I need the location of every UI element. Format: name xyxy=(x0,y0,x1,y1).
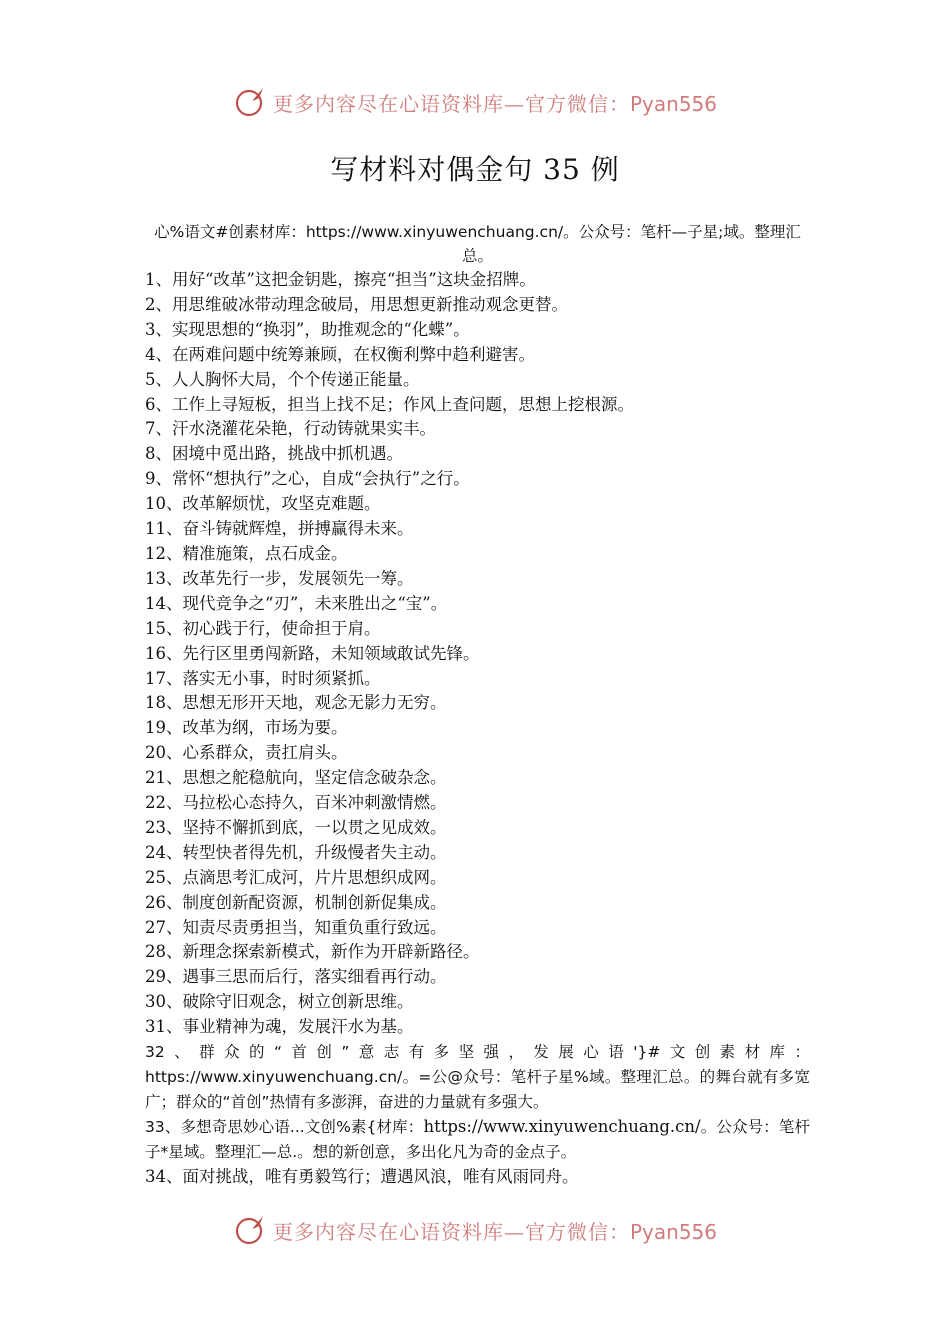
page-title: 写材料对偶金句 35 例 xyxy=(330,153,620,186)
list-item: 3、实现思想的“换羽”，助推观念的“化蝶”。 xyxy=(145,319,470,339)
banner-text: 更多内容尽在心语资料库—官方微信：Pyan556 xyxy=(272,1219,717,1244)
list-item: 26、制度创新配资源，机制创新促集成。 xyxy=(145,892,447,912)
list-item: 19、改革为纲，市场为要。 xyxy=(145,718,348,738)
list-item: 13、改革先行一步，发展领先一筹。 xyxy=(145,568,414,588)
list-item: 20、心系群众，责扛肩头。 xyxy=(145,743,348,763)
list-item: 28、新理念探索新模式，新作为开辟新路径。 xyxy=(145,942,480,962)
list-item: 11、奋斗铸就辉煌，拼搏赢得未来。 xyxy=(145,519,414,539)
list-item: 2、用思维破冰带动理念破局，用思想更新推动观念更替。 xyxy=(145,294,568,314)
list-item: 21、思想之舵稳航向，坚定信念破杂念。 xyxy=(145,768,447,788)
list-item: 29、遇事三思而后行，落实细看再行动。 xyxy=(145,967,447,987)
list-item-33: 33、多想奇思妙心语...文创%素{材库：https://www.xinyuwenchuang.cn/。公众号：笔杆子*星域。整理汇—总.。想的新创意，多出化凡为奇的金点子。 xyxy=(145,1116,810,1161)
list-item: 27、知责尽责勇担当，知重负重行致远。 xyxy=(145,917,447,937)
list-item: 7、汗水浇灌花朵艳，行动铸就果实丰。 xyxy=(145,419,436,439)
list-item-32: 32、群众的“首创”意志有多坚强，发展心语'}#文创素材库：https://www.xinyuwenchuang.cn/。=公@众号：笔杆子星%域。整理汇总。的舞台就有多宽广；群众的“首创”热情有多澎湃，奋进的力量就有多强大。 xyxy=(145,1043,810,1111)
list-item: 6、工作上寻短板，担当上找不足；作风上查问题，思想上挖根源。 xyxy=(145,394,634,414)
list-item: 1、用好“改革”这把金钥匙，擦亮“担当”这块金招牌。 xyxy=(145,270,536,289)
footer-banner xyxy=(0,1210,950,1250)
quill-logo-icon xyxy=(233,1212,269,1248)
banner-text: 更多内容尽在心语资料库—官方微信：Pyan556 xyxy=(272,91,717,116)
quill-logo-icon xyxy=(233,84,269,120)
list-item: 17、落实无小事，时时须紧抓。 xyxy=(145,668,381,688)
list-item: 30、破除守旧观念，树立创新思维。 xyxy=(145,992,414,1012)
list-item: 12、精准施策，点石成金。 xyxy=(145,543,348,563)
list-item: 16、先行区里勇闯新路，未知领域敢试先锋。 xyxy=(145,643,480,663)
list-item: 25、点滴思考汇成河，片片思想织成网。 xyxy=(145,867,447,887)
list-item: 18、思想无形开天地，观念无影力无穷。 xyxy=(145,693,447,713)
list-item: 31、事业精神为魂，发展汗水为基。 xyxy=(145,1017,414,1037)
quote-list xyxy=(145,268,810,1190)
list-item: 34、面对挑战，唯有勇毅笃行；遭遇风浪，唯有风雨同舟。 xyxy=(145,1166,579,1186)
list-item: 5、人人胸怀大局，个个传递正能量。 xyxy=(145,369,420,389)
list-item: 22、马拉松心态持久，百米冲刺激情燃。 xyxy=(145,793,447,813)
list-item: 24、转型快者得先机，升级慢者失主动。 xyxy=(145,842,447,862)
list-item: 15、初心践于行，使命担于肩。 xyxy=(145,618,381,638)
header-banner xyxy=(0,82,950,122)
list-item: 8、困境中觅出路，挑战中抓机遇。 xyxy=(145,444,403,464)
list-item: 10、改革解烦忧，攻坚克难题。 xyxy=(145,494,381,514)
list-item: 23、坚持不懈抓到底，一以贯之见成效。 xyxy=(145,817,447,837)
source-note: 心%语文#创素材库：https://www.xinyuwenchuang.cn/。公众号：笔杆—子星;域。整理汇总。 xyxy=(154,223,801,265)
list-item: 14、现代竞争之“刃”，未来胜出之“宝”。 xyxy=(145,593,448,613)
list-item: 4、在两难问题中统筹兼顾，在权衡利弊中趋利避害。 xyxy=(145,344,535,364)
list-item: 9、常怀“想执行”之心，自成“会执行”之行。 xyxy=(145,469,470,489)
